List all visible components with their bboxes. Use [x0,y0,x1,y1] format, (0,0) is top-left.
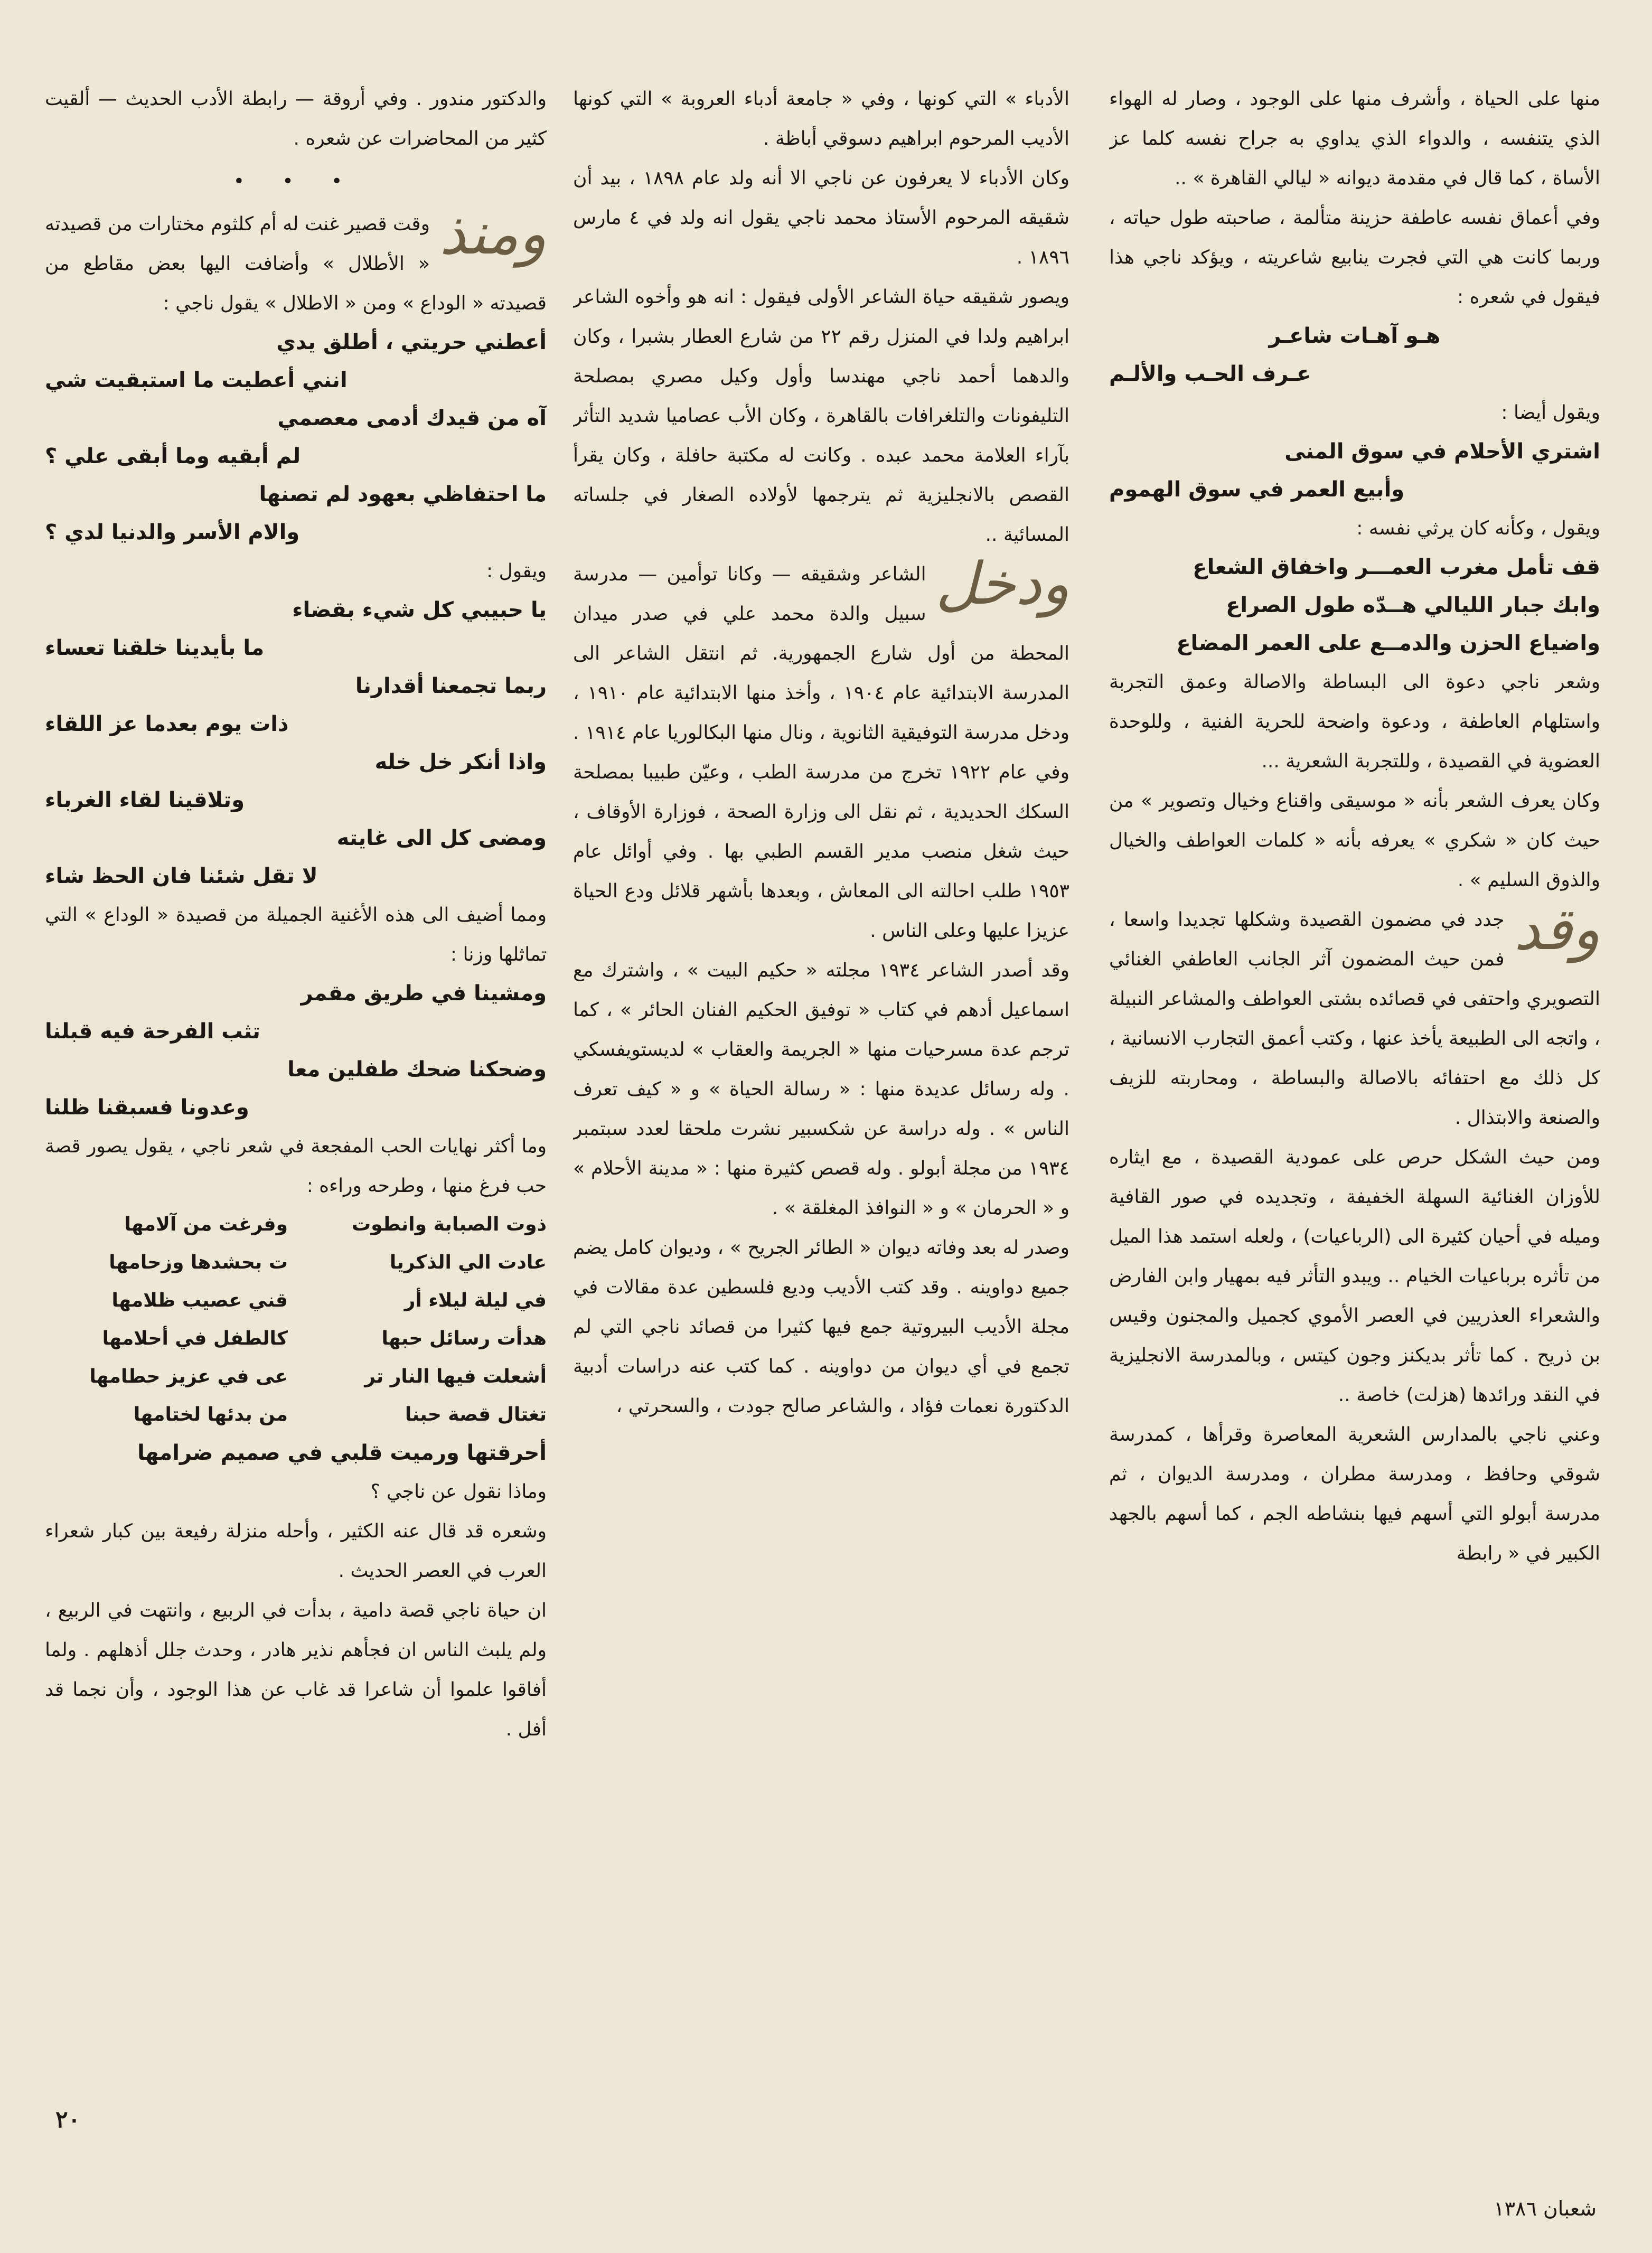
paragraph: وماذا نقول عن ناجي ؟ [370,1481,547,1503]
paragraph: ان حياة ناجي قصة دامية ، بدأت في الربيع ، وانتهت في الربيع ، ولم يلبث الناس ان فجأهم نذير هادر ، وحدث جلل أذهلهم . ولما أفاقوا علموا أن شاعرا قد غاب عن هذا الوجود ، وأن نجما قد أفل . [45,1600,547,1740]
hemistich: في ليلة ليلاء أر [404,1290,547,1311]
paragraph: الأدباء » التي كونها ، وفي « جامعة أدباء العروبة » التي كونها الأديب المرحوم ابراهيم دسوقي أباظة . [573,88,1069,149]
paragraph: ويقول : [486,560,547,582]
paragraph: منها على الحياة ، وأشرف منها على الوجود ، وصار له الهواء الذي يتنفسه ، والدواء الذي يداوي به جراح نفسه كلما عز الأساة ، كما قال في مقدمة ديوانه « ليالي القاهرة » .. [1109,88,1600,189]
verse-line: لا تقل شئنا فان الحظ شاء [45,864,318,888]
text-column-left [45,79,547,2128]
verse-line: يا حبيبي كل شيء بقضاء [292,598,547,622]
hemistich: عى في عزيز حطامها [89,1366,288,1387]
verse-line: قف تأمل مغرب العمـــر واخفاق الشعاع [1193,555,1600,579]
issue-date: شعبان ١٣٨٦ [1494,2197,1597,2220]
verse-line: ومضى كل الى غايته [336,826,547,850]
paragraph: وشعره قد قال عنه الكثير ، وأحله منزلة رفيعة بين كبار شعراء العرب في العصر الحديث . [45,1520,547,1582]
hemistich: أشعلت فيها النار تر [364,1366,547,1387]
verse-line: آه من قيدك أدمى معصمي [277,406,547,430]
verse-line: وضحكنا ضحك طفلين معا [287,1057,547,1082]
page-number: ٢٠ [55,2106,81,2133]
paragraph: ومما أضيف الى هذه الأغنية الجميلة من قصيدة « الوداع » التي تماثلها وزنا : [45,904,547,965]
hemistich: قني عصيب ظلامها [111,1290,288,1311]
verse-line: ومشينا في طريق مقمر [301,981,547,1006]
drop-cap: ودخل [935,550,1069,617]
hemistich: ذوت الصبابة وانطوت [351,1214,547,1235]
drop-cap: وقد [1514,895,1600,963]
paragraph: ويقول ، وكأنه كان يرثي نفسه : [1356,518,1600,539]
paragraph: وصدر له بعد وفاته ديوان « الطائر الجريح » ، وديوان كامل يضم جميع دواوينه . وقد كتب الأديب وديع فلسطين عدة مقالات في مجلة الأديب البيروتية جمع فيها كثيرا من قصائد ناجي التي لم تجمع في أي ديوان من دواوينه . كما كتب عنه دراسات أدبية الدكتورة نعمات فؤاد ، والشاعر صالح جودت ، والسحرتي ، [573,1237,1069,1417]
verse-line: ذات يوم بعدما عز اللقاء [45,712,289,736]
paragraph: وشعر ناجي دعوة الى البساطة والاصالة وعمق التجربة واستلهام العاطفة ، ودعوة واضحة للحرية الفنية ، وللوحدة العضوية في القصيدة ، وللتجربة الشعرية ... [1109,671,1600,772]
paragraph-text: وقت قصير غنت له أم كلثوم مختارات من قصيدته « الأطلال » وأضافت اليها بعض مقاطع من قصيدته « الوداع » ومن « الاطلال » يقول ناجي : [45,213,547,314]
verse-line: اشتري الأحلام في سوق المنى [1284,439,1600,464]
paragraph: وكان يعرف الشعر بأنه « موسيقى واقناع وخيال وتصوير » من حيث كان « شكري » يعرفه بأنه « كلمات العواطف والخيال والذوق السليم » . [1109,790,1600,891]
verse-line: وتلاقينا لقاء الغرباء [45,788,245,812]
hemistich: هدأت رسائل حبها [381,1328,547,1349]
couplet-grid [45,1206,547,1434]
paragraph: وعني ناجي بالمدارس الشعرية المعاصرة وقرأها ، كمدرسة شوقي وحافظ ، ومدرسة مطران ، ومدرسة الديوان ، ثم مدرسة أبولو التي أسهم فيها بنشاطه الجم ، كما أسهم بالجهد الكبير في « رابطة [1109,1424,1600,1564]
paragraph-text: جدد في مضمون القصيدة وشكلها تجديدا واسعا ، فمن حيث المضمون آثر الجانب العاطفي الغنائي التصويري واحتفى في قصائده بشتى العواطف والمشاعر النبيلة ، واتجه الى الطبيعة يأخذ عنها ، وكتب أعمق التجارب الانسانية ، كل ذلك مع احتفائه بالاصالة والبساطة ، ومحاربته للزيف والصنعة والابتذال . [1109,909,1600,1129]
paragraph: وكان الأدباء لا يعرفون عن ناجي الا أنه ولد عام ١٨٩٨ ، بيد أن شقيقه المرحوم الأستاذ محمد ناجي يقول انه ولد في ٤ مارس ١٨٩٦ . [573,167,1069,268]
verse-line: وابك جبار الليالي هــدّه طول الصراع [1226,593,1600,617]
hemistich: تغتال قصة حبنا [405,1404,547,1425]
paragraph: والدكتور مندور . وفي أروقة — رابطة الأدب الحديث — ألقيت كثير من المحاضرات عن شعره . [45,88,547,149]
hemistich: ت بحشدها وزحامها [109,1252,288,1273]
paragraph [45,200,547,323]
verse-line: لم أبقيه وما أبقى علي ؟ [45,444,301,468]
verse-line: انني أعطيت ما استبقيت شي [45,368,348,392]
verse-line: وعدونا فسبقنا ظلنا [45,1095,249,1120]
paragraph: ويقول أيضا : [1501,402,1600,424]
verse-line: ربما تجمعنا أقدارنا [355,674,547,698]
verse-line: والام الأسر والدنيا لدي ؟ [45,520,300,545]
hemistich: من بدئها لختامها [133,1404,288,1425]
verse-line: عـرف الحـب والألـم [1109,362,1311,386]
verse-line: واضياع الحزن والدمــع على العمر المضاع [1176,631,1600,655]
paragraph [573,550,1069,951]
paragraph: وقد أصدر الشاعر ١٩٣٤ مجلته « حكيم البيت » ، واشترك مع اسماعيل أدهم في كتاب « توفيق الحكيم الفنان الحائر » ، كما ترجم عدة مسرحيات منها « الجريمة والعقاب » لديستويفسكي . وله رسائل عديدة منها : « رسالة الحياة » و « كيف تعرف الناس » . وله دراسة عن شكسبير نشرت ملحقا لعدد سبتمبر ١٩٣٤ من مجلة أبولو . وله قصص كثيرة منها : « مدينة الأحلام » و « الحرمان » و « النوافذ المغلقة » . [573,960,1069,1219]
section-separator: • • • [233,171,359,192]
verse-line: وأبيع العمر في سوق الهموم [1109,477,1405,502]
verse-line: ما بأيدينا خلقنا تعساء [45,636,265,660]
verse-line: تثب الفرحة فيه قبلنا [45,1019,260,1044]
hemistich: وفرغت من آلامها [124,1214,288,1235]
text-column-middle [573,79,1069,2128]
verse-line: أحرقتها ورميت قلبي في صميم ضرامها [137,1441,547,1465]
verse-line: أعطني حريتي ، أطلق يدي [276,330,547,354]
paragraph: ويصور شقيقه حياة الشاعر الأولى فيقول : انه هو وأخوه الشاعر ابراهيم ولدا في المنزل رقم ٢٢ من شارع العطار بشبرا ، وكان والدهما أحمد ناجي مهندسا وأول وكيل مصري بمصلحة التليفونات والتلغرافات بالقاهرة ، وكان الأب عصاميا شديد التأثر بآراء العلامة محمد عبده . وكانت له مكتبة حافلة ، وكان يقرأ القصص بالانجليزية ثم يترجمها لأولاده الصغار في جلساته المسائية .. [573,286,1069,546]
paragraph: وفي أعماق نفسه عاطفة حزينة متألمة ، صاحبته طول حياته ، وربما كانت هي التي فجرت ينابيع شاعريته ، ويؤكد ناجي هذا فيقول في شعره : [1109,207,1600,308]
text-column-right [1109,79,1600,2128]
verse-line: هـو آهـات شاعـر [1269,324,1441,348]
paragraph-text: الشاعر وشقيقه — وكانا توأمين — مدرسة سبيل والدة محمد علي في صدر ميدان المحطة من أول شارع الجمهورية. ثم انتقل الشاعر الى المدرسة الابتدائية عام ١٩٠٤ ، وأخذ منها الابتدائية عام ١٩١٠ ، ودخل مدرسة التوفيقية الثانوية ، ونال منها البكالوريا عام ١٩١٤ . وفي عام ١٩٢٢ تخرج من مدرسة الطب ، وعيّن طبيبا بمصلحة السكك الحديدية ، ثم نقل الى وزارة الصحة ، فوزارة الأوقاف ، حيث شغل منصب مدير القسم الطبي بها . وفي أوائل عام ١٩٥٣ طلب احالته الى المعاش ، وبعدها بأشهر قلائل ودع الحياة عزيزا عليها وعلى الناس . [573,564,1069,942]
paragraph [1109,895,1600,1138]
hemistich: كالطفل في أحلامها [102,1328,288,1349]
verse-line: واذا أنكر خل خله [374,750,547,774]
paragraph: وما أكثر نهايات الحب المفجعة في شعر ناجي ، يقول يصور قصة حب فرغ منها ، وطرحه وراءه : [45,1135,547,1197]
verse-line: ما احتفاظي بعهود لم تصنها [259,482,547,506]
paragraph: ومن حيث الشكل حرص على عمودية القصيدة ، مع ايثاره للأوزان الغنائية السهلة الخفيفة ، وتجديده في صور القافية وميله في أحيان كثيرة الى (الرباعيات) ، ولعله استمد هذا الميل من تأثره برباعيات الخيام .. ويبدو التأثر فيه بمهيار وابن الفارض والشعراء العذريين في العصر الأموي كجميل والمجنون وقيس بن ذريح . كما تأثر بديكنز وجون كيتس ، وبالمدرسة الانجليزية في النقد ورائدها (هزلت) خاصة .. [1109,1147,1600,1406]
hemistich: عادت الي الذكريا [389,1252,547,1273]
drop-cap: ومنذ [439,200,547,267]
